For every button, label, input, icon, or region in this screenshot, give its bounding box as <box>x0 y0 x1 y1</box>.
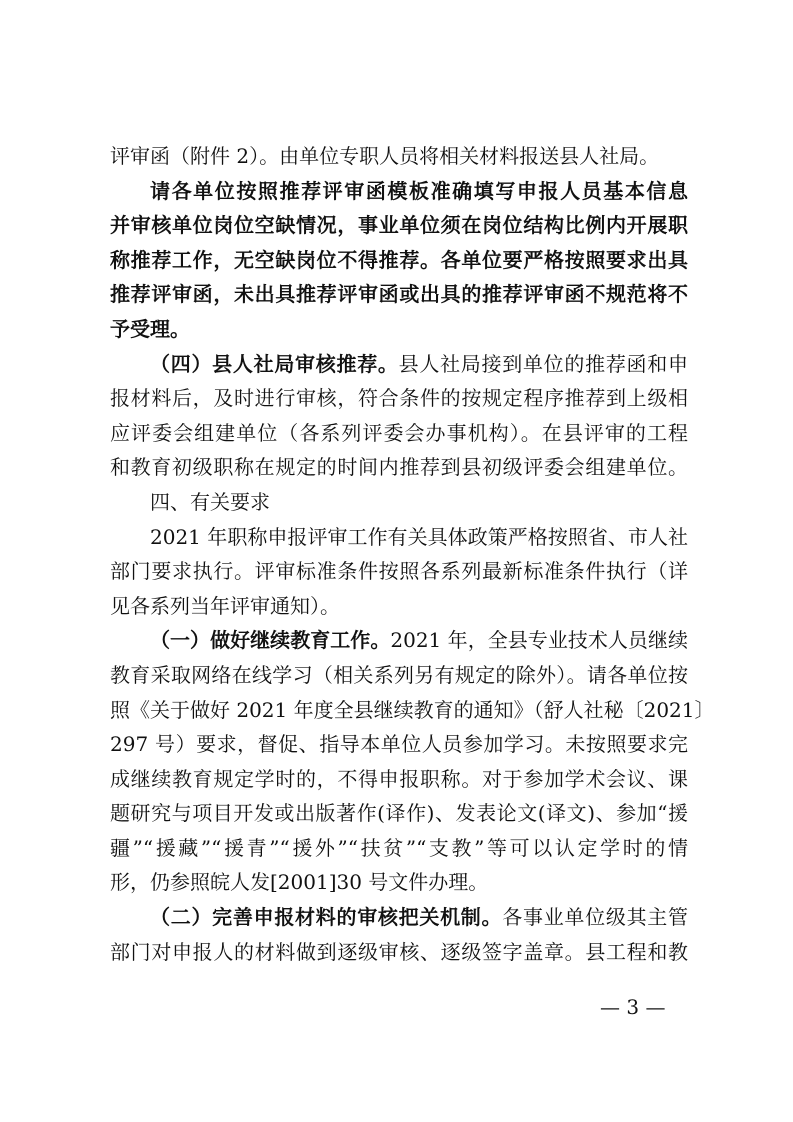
text-line: 评审函（附件 2）。由单位专职人员将相关材料报送县人社局。 <box>110 144 660 168</box>
text-line: 部门要求执行。评审标准条件按照各系列最新标准条件执行（详 <box>110 559 688 584</box>
text-line: 报材料后，及时进行审核，符合条件的按规定程序推荐到上级相 <box>110 386 688 411</box>
text-line <box>110 347 688 382</box>
text-line: 称推荐工作，无空缺岗位不得推荐。各单位要严格按照要求出具 <box>110 247 688 272</box>
text-line: 并审核单位岗位空缺情况，事业单位须在岗位结构比例内开展职 <box>110 213 688 238</box>
text-line: 和教育初级职称在规定的时间内推荐到县初级评委会组建单位。 <box>110 455 688 480</box>
text-line: 部门对申报人的材料做到逐级审核、逐级签字盖章。县工程和教 <box>110 939 688 964</box>
text-run: 2021 年，全县专业技术人员继续 <box>390 628 688 653</box>
text-line <box>110 900 688 935</box>
text-run: 各事业单位级其主管 <box>502 905 689 930</box>
text-line: 请各单位按照推荐评审函模板准确填写申报人员基本信息 <box>150 178 688 203</box>
text-line: 照《关于做好 2021 年度全县继续教育的通知》（舒人社秘〔2021〕 <box>110 697 715 722</box>
section-heading: （一）做好继续教育工作。 <box>150 628 391 653</box>
text-line: 2021 年职称申报评审工作有关具体政策严格按照省、市人社 <box>150 524 688 549</box>
section-heading: （四）县人社局审核推荐。 <box>150 351 399 376</box>
text-line: 题研究与项目开发或出版著作(译作)、发表论文(译文)、参加“援 <box>110 801 688 826</box>
text-line: 形，仍参照皖人发[2001]30 号文件办理。 <box>110 870 489 895</box>
text-run: 县人社局接到单位的推荐函和申 <box>398 351 689 376</box>
section-title: 四、有关要求 <box>150 489 270 514</box>
text-line: 予受理。 <box>110 316 190 341</box>
text-line: 见各系列当年评审通知）。 <box>110 593 340 618</box>
text-line <box>110 623 688 658</box>
text-line: 疆”“援藏”“援青”“援外”“扶贫”“支教”等可以认定学时的情 <box>110 835 688 860</box>
page-number: — 3 — <box>600 995 666 1019</box>
section-heading: （二）完善申报材料的审核把关机制。 <box>150 905 503 930</box>
text-line: 教育采取网络在线学习（相关系列另有规定的除外）。请各单位按 <box>110 662 688 687</box>
text-line: 297 号）要求，督促、指导本单位人员参加学习。未按照要求完 <box>110 732 688 757</box>
text-line: 推荐评审函，未出具推荐评审函或出具的推荐评审函不规范将不 <box>110 282 688 307</box>
document-body <box>110 139 715 969</box>
text-line: 应评委会组建单位（各系列评委会办事机构）。在县评审的工程 <box>110 420 688 445</box>
text-line: 成继续教育规定学时的，不得申报职称。对于参加学术会议、课 <box>110 766 688 791</box>
